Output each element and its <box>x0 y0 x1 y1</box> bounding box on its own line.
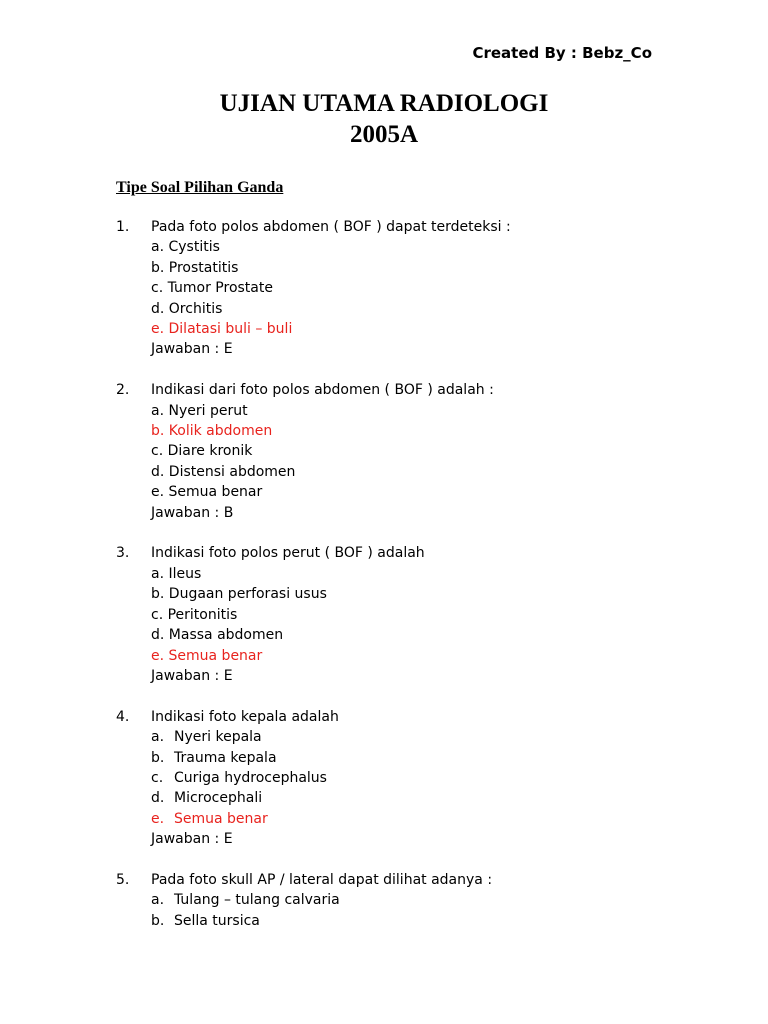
option-text: Microcephali <box>174 790 263 807</box>
option-text: d. Distensi abdomen <box>151 463 296 480</box>
option-item-correct <box>116 646 676 666</box>
option-text: e. Semua benar <box>151 484 263 501</box>
question-number: 1. <box>116 219 130 235</box>
option-letter: a. <box>151 729 165 746</box>
question-number: 2. <box>116 382 130 399</box>
option-item <box>116 441 676 461</box>
option-item <box>116 748 676 768</box>
option-text: a. Cystitis <box>151 239 220 256</box>
option-text: c. Peritonitis <box>151 606 238 623</box>
option-item <box>116 299 676 319</box>
question-text: Pada foto skull AP / lateral dapat dilihat adanya : <box>151 871 493 888</box>
option-letter: e. <box>151 810 165 827</box>
option-item-correct <box>116 319 676 339</box>
option-letter: b. <box>151 749 165 766</box>
question-item <box>116 380 676 523</box>
question-list <box>116 217 676 952</box>
question-item <box>116 870 676 931</box>
option-text: b. Prostatitis <box>151 259 239 276</box>
option-letter: a. <box>151 892 165 909</box>
answer-line: Jawaban : E <box>151 341 233 358</box>
option-text: Sella tursica <box>174 912 260 929</box>
option-text: Nyeri kepala <box>174 729 262 746</box>
question-line <box>116 870 676 890</box>
option-item <box>116 625 676 645</box>
created-by-label: Created By : Bebz_Co <box>472 44 652 62</box>
option-text: Curiga hydrocephalus <box>174 769 327 786</box>
option-text: e. Dilatasi buli – buli <box>151 321 293 338</box>
question-item <box>116 217 676 360</box>
answer-line: Jawaban : B <box>151 504 234 521</box>
title-line-1: UJIAN UTAMA RADIOLOGI <box>219 90 549 117</box>
question-number: 3. <box>116 545 130 562</box>
question-item <box>116 543 676 686</box>
question-text: Indikasi foto kepala adalah <box>151 708 339 725</box>
question-line <box>116 217 676 237</box>
answer-line: Jawaban : E <box>151 667 233 684</box>
option-item <box>116 788 676 808</box>
option-item <box>116 584 676 604</box>
question-line <box>116 380 676 400</box>
option-item-correct <box>116 421 676 441</box>
question-number: 4. <box>116 708 130 725</box>
question-item <box>116 707 676 850</box>
option-text: Semua benar <box>174 810 268 827</box>
option-text: d. Orchitis <box>151 300 223 317</box>
title-line-2: 2005A <box>349 121 419 148</box>
answer-line: Jawaban : E <box>151 831 233 848</box>
option-item <box>116 564 676 584</box>
option-item <box>116 482 676 502</box>
option-text: d. Massa abdomen <box>151 627 284 644</box>
option-text: a. Nyeri perut <box>151 402 248 419</box>
section-heading: Tipe Soal Pilihan Ganda <box>116 179 284 196</box>
option-text: Tulang – tulang calvaria <box>174 892 340 909</box>
option-item <box>116 890 676 910</box>
option-item <box>116 237 676 257</box>
option-item <box>116 911 676 931</box>
question-number: 5. <box>116 871 130 888</box>
option-item <box>116 401 676 421</box>
option-item <box>116 727 676 747</box>
page-title <box>0 88 768 150</box>
option-letter: b. <box>151 912 165 929</box>
question-text: Indikasi dari foto polos abdomen ( BOF ) adalah : <box>151 382 494 399</box>
option-letter: c. <box>151 769 164 786</box>
option-text: b. Dugaan perforasi usus <box>151 586 327 603</box>
option-item <box>116 768 676 788</box>
option-text: b. Kolik abdomen <box>151 423 273 440</box>
question-line <box>116 543 676 563</box>
option-text: c. Tumor Prostate <box>151 280 273 297</box>
question-text: Indikasi foto polos perut ( BOF ) adalah <box>151 545 425 562</box>
option-text: a. Ileus <box>151 565 202 582</box>
question-text: Pada foto polos abdomen ( BOF ) dapat terdeteksi : <box>151 219 511 235</box>
option-item <box>116 605 676 625</box>
option-letter: d. <box>151 790 165 807</box>
option-item <box>116 278 676 298</box>
option-text: e. Semua benar <box>151 647 263 664</box>
question-line <box>116 707 676 727</box>
option-text: Trauma kepala <box>174 749 277 766</box>
option-item-correct <box>116 809 676 829</box>
option-item <box>116 462 676 482</box>
option-item <box>116 258 676 278</box>
option-text: c. Diare kronik <box>151 443 253 460</box>
